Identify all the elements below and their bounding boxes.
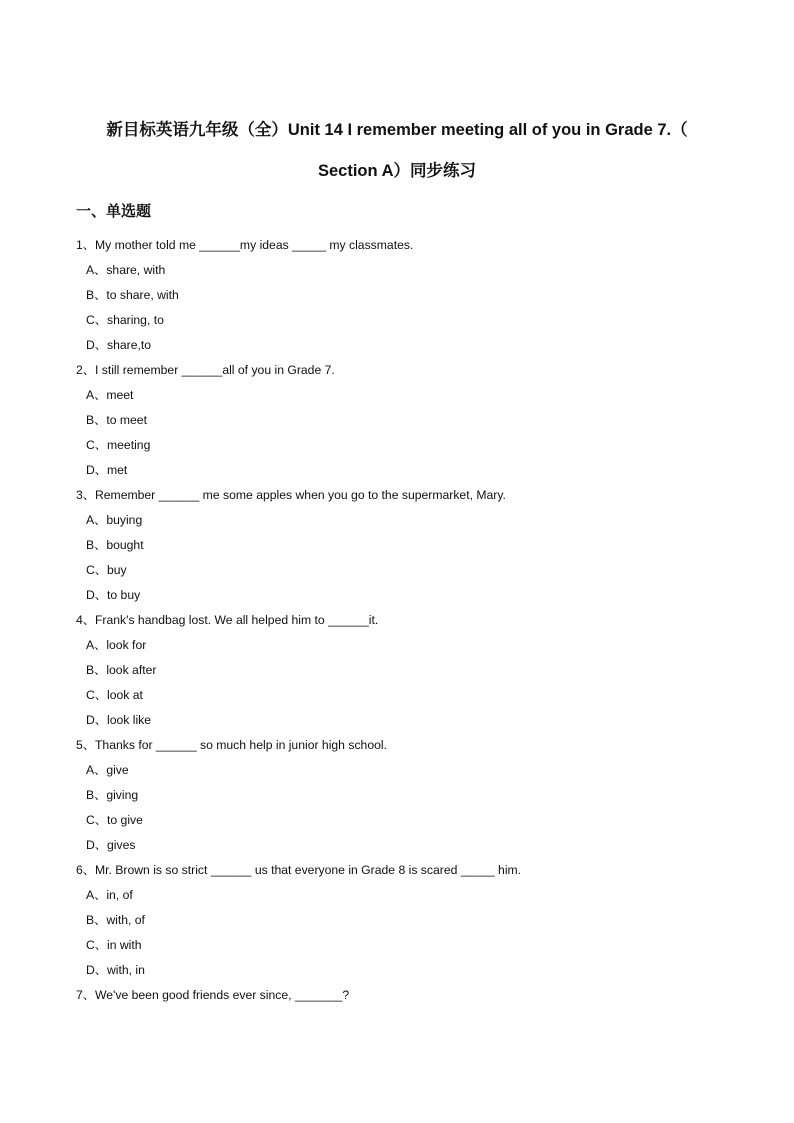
question-list — [76, 236, 726, 1011]
question-1 — [76, 236, 726, 361]
option-b: B、to share, with — [86, 288, 179, 302]
option-c: C、look at — [86, 688, 143, 702]
option-a: A、meet — [86, 388, 134, 402]
option-c: C、buy — [86, 563, 127, 577]
question-6 — [76, 861, 726, 986]
option-d: D、gives — [86, 838, 136, 852]
option-c: C、meeting — [86, 438, 151, 452]
question-7 — [76, 986, 726, 1011]
option-c: C、sharing, to — [86, 313, 164, 327]
option-d: D、met — [86, 463, 128, 477]
question-2 — [76, 361, 726, 486]
option-list — [76, 261, 726, 361]
option-d: D、share,to — [86, 338, 152, 352]
question-stem: 5、Thanks for ______ so much help in junior high school. — [76, 738, 387, 752]
option-c: C、to give — [86, 813, 143, 827]
option-b: B、with, of — [86, 913, 145, 927]
section-heading: 一、单选题 — [76, 203, 152, 220]
question-4 — [76, 611, 726, 736]
option-b: B、giving — [86, 788, 139, 802]
document-title-line-1: 新目标英语九年级（全）Unit 14 I remember meeting all of you in Grade 7.（ — [106, 121, 688, 139]
question-5 — [76, 736, 726, 861]
option-d: D、with, in — [86, 963, 145, 977]
option-list — [76, 511, 726, 611]
option-b: B、look after — [86, 663, 157, 677]
option-b: B、to meet — [86, 413, 147, 427]
question-stem: 6、Mr. Brown is so strict ______ us that everyone in Grade 8 is scared _____ him. — [76, 863, 522, 877]
option-a: A、share, with — [86, 263, 166, 277]
option-b: B、bought — [86, 538, 144, 552]
option-c: C、in with — [86, 938, 142, 952]
option-list — [76, 761, 726, 861]
question-stem: 2、I still remember ______all of you in Grade 7. — [76, 363, 335, 377]
question-3 — [76, 486, 726, 611]
question-stem: 1、My mother told me ______my ideas _____ my classmates. — [76, 238, 414, 252]
option-d: D、to buy — [86, 588, 141, 602]
option-a: A、give — [86, 763, 129, 777]
question-stem: 7、We've been good friends ever since, _______? — [76, 988, 350, 1002]
document-title-line-2: Section A）同步练习 — [318, 162, 476, 180]
question-stem: 4、Frank's handbag lost. We all helped him to ______it. — [76, 613, 379, 627]
option-d: D、look like — [86, 713, 152, 727]
option-a: A、in, of — [86, 888, 133, 902]
option-list — [76, 636, 726, 736]
option-list — [76, 886, 726, 986]
question-stem: 3、Remember ______ me some apples when you go to the supermarket, Mary. — [76, 488, 506, 502]
option-a: A、look for — [86, 638, 147, 652]
option-list — [76, 386, 726, 486]
option-a: A、buying — [86, 513, 143, 527]
